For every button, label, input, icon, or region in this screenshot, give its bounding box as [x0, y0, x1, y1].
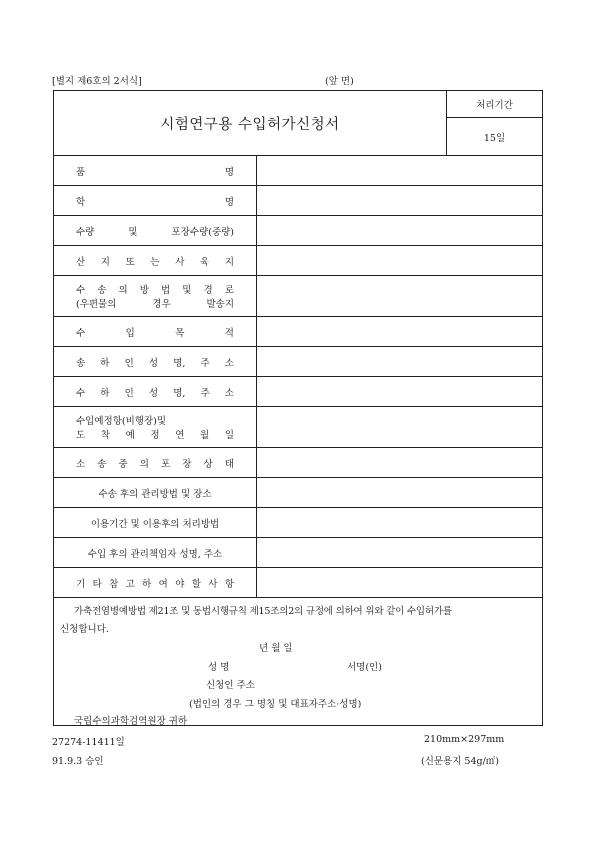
date-line: 년 월 일	[259, 643, 293, 654]
field-label-packaging-state: 소 송 중 의 포 장 상 태	[54, 448, 257, 478]
form-number: [별지 제6호의 2서식]	[52, 76, 142, 87]
corporation-note: (법인의 경우 그 명칭 및 대표자주소·성명)	[189, 699, 362, 710]
recipient: 국립수의과학검역원장 귀하	[74, 716, 188, 727]
field-label-transport-route: 수 송 의 방 법 및 경 로 (우편물의 경우 발송지	[54, 276, 257, 317]
field-label-responsible-person: 수입 후의 관리책임자 성명, 주소	[54, 538, 257, 568]
processing-period-label: 처리기간	[447, 91, 543, 118]
field-label-other-notes: 기 타 참 고 하 여 야 할 사 항	[54, 568, 257, 598]
declaration-section	[54, 598, 543, 726]
field-label-shipper: 송 하 인 성 명, 주 소	[54, 347, 257, 377]
field-label-consignee: 수 하 인 성 명, 주 소	[54, 377, 257, 407]
declaration-text-end: 신청합니다.	[60, 624, 109, 635]
field-label-quantity: 수량 및 포장수량(중량)	[54, 216, 257, 246]
declaration-text: 가축전염병예방법 제21조 및 동법시행규칙 제15조의2의 규정에 의하여 위와 같이 수입허가를	[74, 606, 452, 617]
approval-date: 91.9.3 승인	[52, 756, 104, 767]
field-value-scientific-name[interactable]	[257, 186, 543, 216]
field-value-import-purpose[interactable]	[257, 317, 543, 347]
field-value-import-port-date[interactable]	[257, 407, 543, 448]
form-code: 27274-11411일	[52, 737, 125, 748]
paper-size: 210mm×297mm	[424, 734, 505, 745]
paper-type: (신문용지 54g/㎡)	[421, 756, 500, 767]
signature-label: 서명(인)	[347, 662, 382, 673]
field-label-product-name: 품 명	[54, 156, 257, 186]
field-value-consignee[interactable]	[257, 377, 543, 407]
field-label-scientific-name: 학 명	[54, 186, 257, 216]
field-label-post-transport-management: 수송 후의 관리방법 및 장소	[54, 478, 257, 508]
field-label-import-port-date: 수입예정항(비행장)및 도 착 예 정 연 월 일	[54, 407, 257, 448]
name-label: 성 명	[208, 662, 230, 673]
field-value-product-name[interactable]	[257, 156, 543, 186]
field-value-shipper[interactable]	[257, 347, 543, 377]
field-value-other-notes[interactable]	[257, 568, 543, 598]
form-title: 시험연구용 수입허가신청서	[54, 91, 447, 156]
field-value-post-transport-management[interactable]	[257, 478, 543, 508]
application-form	[53, 90, 543, 726]
field-value-origin[interactable]	[257, 246, 543, 276]
field-value-transport-route[interactable]	[257, 276, 543, 317]
field-value-packaging-state[interactable]	[257, 448, 543, 478]
applicant-address-label: 신청인 주소	[206, 680, 255, 691]
field-label-import-purpose: 수 입 목 적	[54, 317, 257, 347]
processing-period-value: 15일	[447, 118, 543, 156]
page-side-label: (앞 면)	[325, 76, 354, 87]
field-label-origin: 산 지 또 는 사 육 지	[54, 246, 257, 276]
field-value-responsible-person[interactable]	[257, 538, 543, 568]
field-value-usage-period[interactable]	[257, 508, 543, 538]
field-label-usage-period: 이용기간 및 이용후의 처리방법	[54, 508, 257, 538]
field-value-quantity[interactable]	[257, 216, 543, 246]
